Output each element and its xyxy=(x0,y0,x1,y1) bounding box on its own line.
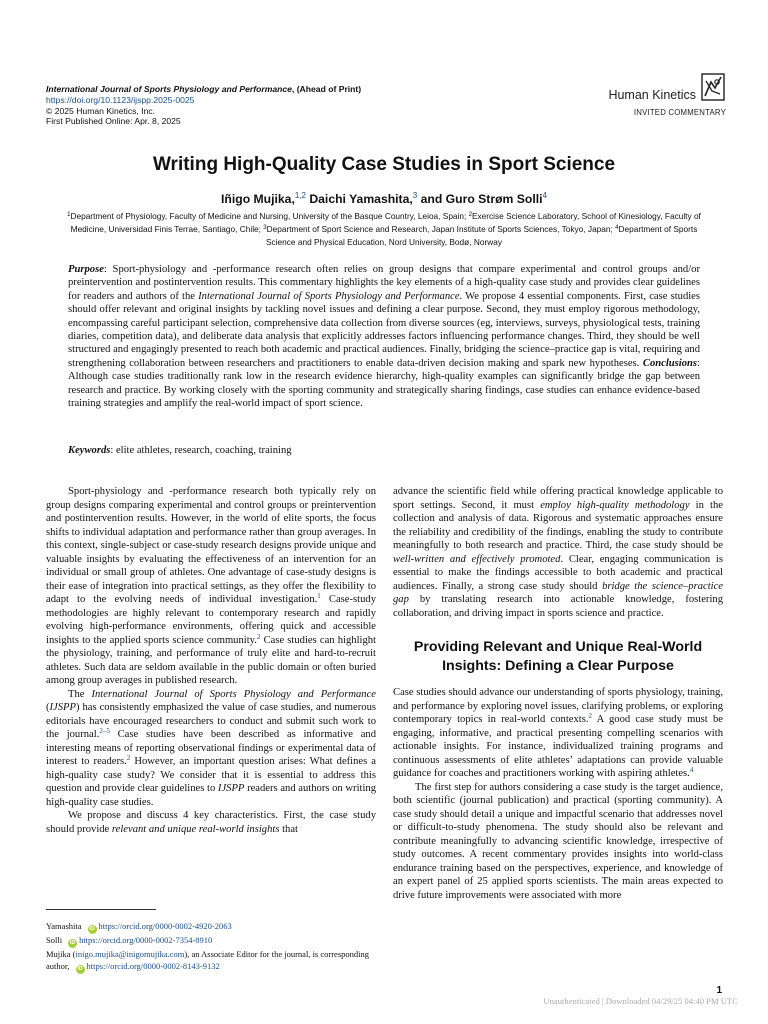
doi-link[interactable]: https://doi.org/10.1123/ijspp.2025-0025 xyxy=(46,94,195,105)
footnote-divider xyxy=(46,909,156,910)
emphasis: relevant and unique real-world insights xyxy=(111,823,280,835)
journal-name: International Journal of Sports Physiology and Performance xyxy=(46,84,292,94)
body-right-column xyxy=(393,485,723,902)
author-name: Daichi Yamashita, xyxy=(305,192,413,206)
email-link[interactable]: inigo.mujika@inigomujika.com xyxy=(75,949,185,959)
author-name: Iñigo Mujika, xyxy=(221,192,295,206)
abstract xyxy=(68,263,700,410)
citation-ref[interactable]: 2 xyxy=(126,754,131,762)
published-date: First Published Online: Apr. 8, 2025 xyxy=(46,116,181,127)
copyright: © 2025 Human Kinetics, Inc. xyxy=(46,105,156,116)
citation-ref[interactable]: 2 xyxy=(256,632,261,641)
citation-ref[interactable]: 2 xyxy=(588,712,592,720)
footnote-author: Solli xyxy=(46,935,63,945)
emphasis: employ high-quality methodology xyxy=(540,499,690,511)
abstract-text: : Although case studies traditionally rank low in the research evidence hierarchy, high-quality examples can significantly bridge the gap between research and practice. By working closely with the sporting community and strategically sharing findings, case studies can enhance evidence-based training strategies and amplify the real-world impact of sport science. xyxy=(68,357,700,410)
paragraph xyxy=(46,688,376,810)
text: Case studies can highlight the physiology, training, and performance of truly elite and hard-to-recruit athletes. Such data are seldom available in the public domain or often buried among group averages in published research. xyxy=(46,634,376,686)
body-left-column xyxy=(46,485,376,836)
text: readers and authors on writing high-quality case studies. xyxy=(46,783,376,808)
journal-abbr: IJSPP xyxy=(217,783,245,794)
text: We propose and discuss 4 key characteristics. First, the case study should provide xyxy=(46,810,376,835)
emphasis: well-written and effectively promoted xyxy=(393,553,561,565)
publisher-name: Human Kinetics xyxy=(608,88,696,102)
affiliation-ref[interactable]: 1,2 xyxy=(294,191,306,200)
paragraph xyxy=(393,485,723,620)
orcid-link[interactable]: https://orcid.org/0000-0002-7354-8910 xyxy=(79,935,213,945)
keywords-label: Keywords xyxy=(68,445,111,456)
abstract-text: : Sport-physiology and -performance research often relies on group designs that compare experimental and control groups and/or preintervention and postintervention results. This commentary highlights the key elements of a high-quality case study and provides clear guidelines for readers and authors of the xyxy=(68,264,700,302)
paragraph xyxy=(393,686,723,781)
citation-ref[interactable]: 2–5 xyxy=(99,727,110,735)
footnote xyxy=(46,934,376,948)
paragraph xyxy=(46,485,376,688)
text: ), an Associate Editor for the journal, is corresponding author, xyxy=(46,949,369,971)
text: ) has consistently emphasized the value of case studies, and numerous editorials have encouraged researchers to conduct and submit such work to the journal. xyxy=(46,702,376,740)
text: Case studies should advance our understanding of sports physiology, training, and performance by exploring novel issues, clarifying problems, or exploring contemporary topics in real-world contexts. xyxy=(393,687,723,725)
article-title: Writing High-Quality Case Studies in Sport Science xyxy=(152,154,616,175)
orcid-icon: iD xyxy=(77,966,83,972)
text: in the collection and analysis of data. Rigorous and systematic approaches ensure the reliability and credibility of the findings, enabling the study to contribute meaningfully to both research and practice. Third, the case study should be xyxy=(393,499,723,551)
affiliation-num: 2 xyxy=(468,212,472,218)
affiliation-ref[interactable]: 4 xyxy=(542,191,547,200)
affiliation-text: Department of Sports Science and Physical Education, Nord University, Bodø, Norway xyxy=(266,224,698,247)
keywords-text: : elite athletes, research, coaching, training xyxy=(110,445,292,456)
affiliation-num: 4 xyxy=(615,225,619,232)
orcid-link[interactable]: https://orcid.org/0000-0002-4920-2063 xyxy=(98,921,232,931)
text: However, an important question arises: What defines a high-quality case study? We consider that it is essential to address this question and provide clear guidelines to xyxy=(46,756,377,794)
paragraph: The first step for authors considering a case study is the target audience, both scientific (journal publication) and practical (sporting community). A case study should detail a unique and impactful scenario that addresses novel or difficult-to-study phenomena. The study should also be relevant and contribute meaningfully to advancing scientific knowledge, irrespective of study outcomes. A recent commentary provides insights into world-class endurance training based on the perspectives, experience, and knowledge of an expert panel of 25 applied sports scientists. The main areas expected to drive future improvements were associated with more xyxy=(393,781,723,901)
footnotes xyxy=(46,920,376,974)
journal-status: , (Ahead of Print) xyxy=(291,84,362,94)
affiliation-text: Exercise Science Laboratory, School of Kinesiology, Faculty of Medicine, Universidad Finis Terrae, Santiago, Chile; xyxy=(70,211,701,235)
text: Sport-physiology and -performance research both typically rely on group designs comparing experimental and control groups or preintervention and postintervention results. However, in the world of elite sports, the focus shifts to individual adaptation and performance rather than group averages. In this context, single-subject or case-study research designs provide unique and valuable insights by evaluating the effectiveness of an intervention for an individual or small group of athletes. One advantage of case-study designs is their ease of integration into practical settings, as they offer the flexibility to adapt to the evolving needs of individual investigation. xyxy=(46,486,376,605)
footnote xyxy=(46,948,376,974)
text: A good case study must be engaging, informative, and practical presenting compelling scenarios with actionable insights. For instance, individualized training programs and continuous assessments of elite athletes’ adaptations can provide valuable guidance for coaches and practitioners working with aspiring athletes. xyxy=(393,714,723,779)
download-stamp: Unauthenticated | Downloaded 04/29/25 04:40 PM UTC xyxy=(543,996,738,1006)
keywords xyxy=(68,445,292,456)
affiliation-text: Department of Physiology, Faculty of Medicine and Nursing, University of the Basque Country, Leioa, Spain; xyxy=(70,211,469,221)
text: Mujika ( xyxy=(46,949,76,959)
text: ( xyxy=(46,702,50,713)
citation-ref[interactable]: 1 xyxy=(317,592,321,600)
text: . Clear, engaging communication is essential to make the findings accessible to both academic and practical audiences. Finally, a strong case study should xyxy=(393,553,723,592)
journal-header xyxy=(46,84,361,127)
footnote-author: Yamashita xyxy=(46,921,82,931)
text: The xyxy=(68,688,92,700)
orcid-icon: iD xyxy=(89,926,95,932)
purpose-label: Purpose xyxy=(68,264,104,275)
affiliation-ref[interactable]: 3 xyxy=(412,191,418,200)
citation-ref[interactable]: 4 xyxy=(689,766,694,774)
journal-name: International Journal of Sports Physiology and Performance xyxy=(91,688,376,700)
section-heading: Providing Relevant and Unique Real-World Insights: Defining a Clear Purpose xyxy=(413,639,703,674)
conclusions-label: Conclusions xyxy=(642,357,698,369)
page-number: 1 xyxy=(716,985,722,996)
text: by translating research into actionable knowledge, fostering collaboration, and driving impact in sports science and practice. xyxy=(393,594,723,619)
orcid-link[interactable]: https://orcid.org/0000-0002-8143-9132 xyxy=(86,961,220,971)
emphasis: bridge the science–practice gap xyxy=(393,580,723,605)
affiliations xyxy=(60,209,708,248)
footnote xyxy=(46,920,376,934)
publisher-block xyxy=(608,72,726,117)
affiliation-num: 3 xyxy=(263,225,267,232)
text: Case-study methodologies are highly relevant to contemporary research and rapidly evolving high-performance environments, offering quick and accessible insights to the applied sports science community. xyxy=(46,594,376,646)
abstract-journal: International Journal of Sports Physiology and Performance xyxy=(198,290,460,302)
text: advance the scientific field while offering practical knowledge applicable to sport settings. Second, it must xyxy=(393,486,723,511)
abstract-text: . We propose 4 essential components. First, case studies should offer relevant and original insights by tackling novel issues and defining a clear purpose. Second, they must employ rigorous methodology, encompassing careful participant selection, comprehensive data collection from diverse sources (eg, interviews, surveys, physiological tests, training diaries, competition data), and deliberate data analysis that explicitly addresses factors influencing performance changes. Third, they should be well structured and engagingly presented to reach both academic and practical audiences. Finally, bridging the science–practice gap is vital, requiring and strengthening collaboration between researchers and practitioners to enable data-driven decision making and spark new hypotheses. xyxy=(68,290,701,369)
orcid-icon: iD xyxy=(69,940,76,946)
author-name: and Guro Strøm Solli xyxy=(417,192,543,206)
affiliation-num: 1 xyxy=(67,212,71,218)
journal-line xyxy=(46,84,361,95)
journal-abbr: IJSPP xyxy=(49,702,77,713)
human-kinetics-logo-icon xyxy=(700,72,726,102)
text: Case studies have been described as informative and interesting means of reporting observational findings or experimental data of interest to readers. xyxy=(46,729,376,767)
text: that xyxy=(279,823,298,835)
paragraph xyxy=(46,809,376,836)
author-list xyxy=(0,191,768,206)
article-type: INVITED COMMENTARY xyxy=(633,108,726,117)
affiliation-text: Department of Sport Science and Research, Japan Institute of Sports Sciences, Tokyo, Japan; xyxy=(266,224,616,235)
